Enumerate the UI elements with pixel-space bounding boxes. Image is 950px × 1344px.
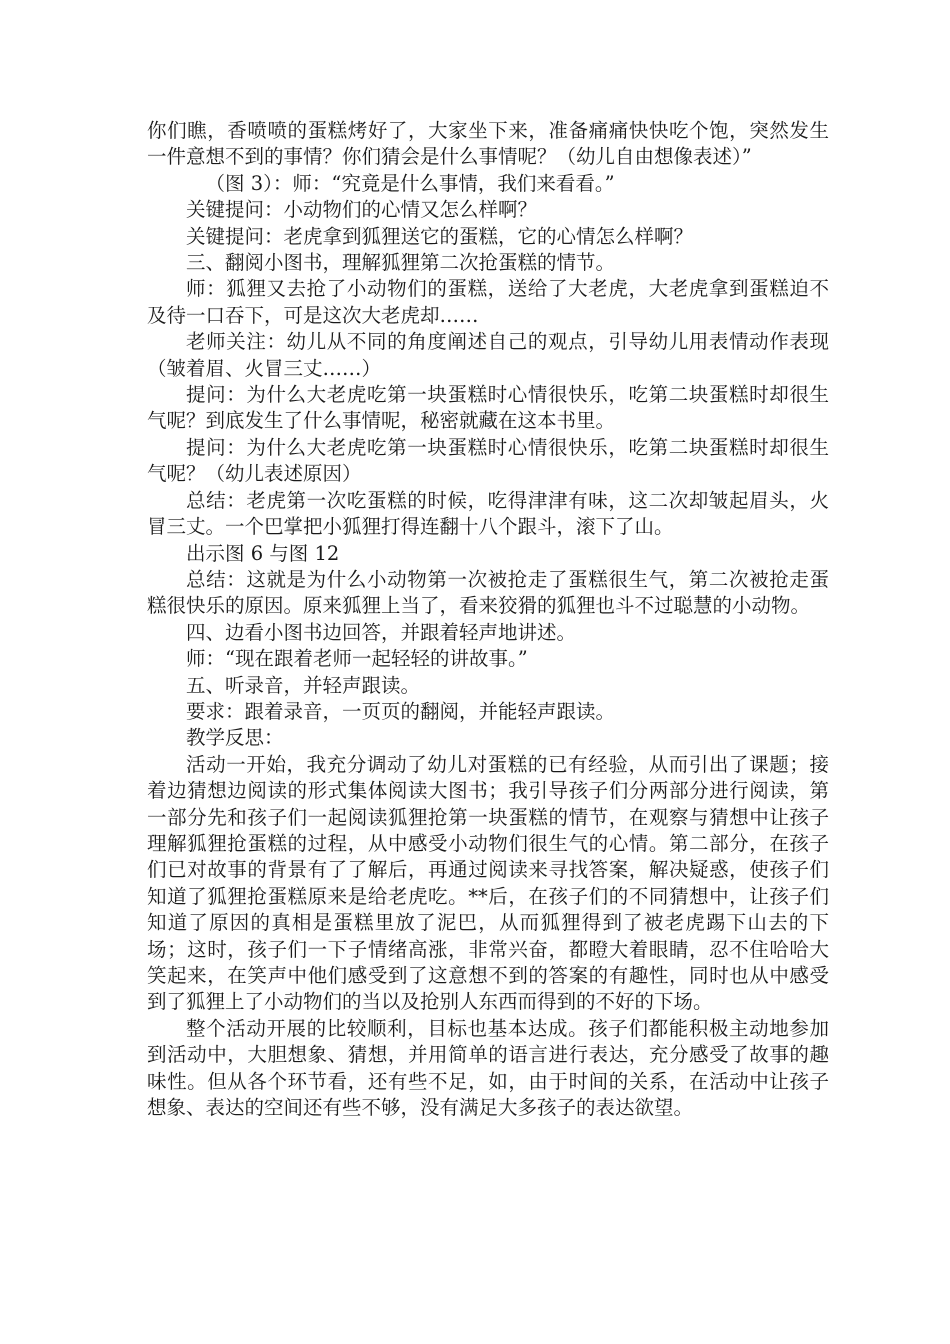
- paragraph-key-question-1: 关键提问：小动物们的心情又怎么样啊？: [186, 198, 538, 222]
- paragraph-teacher-storytelling: 师：“现在跟着老师一起轻轻的讲故事。”: [186, 647, 528, 671]
- section-heading-4: 四、边看小图书边回答，并跟着轻声地讲述。: [186, 620, 577, 644]
- paragraph-reflection-1: 活动一开始，我充分调动了幼儿对蛋糕的已有经验，从而引出了课题；接着边猜想边阅读的形式集体阅读大图书；我引导孩子们分两部分进行阅读，第一部分先和孩子们一起阅读狐狸抢第一块蛋糕的情节，在观察与猜想中让孩子理解狐狸抢蛋糕的过程，从中感受小动物们很生气的心情。第二部分，在孩子们已对故事的背景有了了解后，再通过阅读来寻找答案，解决疑惑，使孩子们知道了狐狸抢蛋糕原来是给老虎吃。**后，在孩子们的不同猜想中，让孩子们知道了原因的真相是蛋糕里放了泥巴，从而狐狸得到了被老虎踢下山去的下场；这时，孩子们一下子情绪高涨，非常兴奋，都瞪大着眼睛，忍不住哈哈大笑起来，在笑声中他们感受到了这意想不到的答案的有趣性，同时也从中感受到了狐狸上了小动物们的当以及抢别人东西而得到的不好的下场。: [147, 752, 829, 1014]
- paragraph-reflection-2: 整个活动开展的比较顺利，目标也基本达成。孩子们都能积极主动地参加到活动中，大胆想象、猜想，并用简单的语言进行表达，充分感受了故事的趣味性。但从各个环节看，还有些不足，如，由于时间的关系，在活动中让孩子想象、表达的空间还有些不够，没有满足大多孩子的表达欲望。: [147, 1016, 829, 1120]
- paragraph-question-1: 提问：为什么大老虎吃第一块蛋糕时心情很快乐，吃第二块蛋糕时却很生气呢？到底发生了什么事情呢，秘密就藏在这本书里。: [147, 383, 829, 433]
- paragraph-summary-1: 总结：老虎第一次吃蛋糕的时候，吃得津津有味，这二次却皱起眉头，火冒三丈。一个巴掌把小狐狸打得连翻十八个跟斗，滚下了山。: [147, 488, 829, 539]
- paragraph-intro-continued: 你们瞧，香喷喷的蛋糕烤好了，大家坐下来，准备痛痛快快吃个饱，突然发生一件意想不到的事情？你们猜会是什么事情呢？（幼儿自由想像表述）”: [147, 119, 829, 169]
- document-body: [147, 118, 829, 1121]
- paragraph-show-figures: 出示图 6 与图 12: [186, 541, 340, 565]
- paragraph-teacher-focus: 老师关注：幼儿从不同的角度阐述自己的观点，引导幼儿用表情动作表现（皱着眉、火冒三丈……）: [147, 330, 829, 380]
- paragraph-requirement: 要求：跟着录音，一页页的翻阅，并能轻声跟读。: [186, 699, 616, 723]
- section-heading-3: 三、翻阅小图书，理解狐狸第二次抢蛋糕的情节。: [186, 251, 616, 275]
- paragraph-summary-2: 总结：这就是为什么小动物第一次被抢走了蛋糕很生气，第二次被抢走蛋糕很快乐的原因。原来狐狸上当了，看来狡猾的狐狸也斗不过聪慧的小动物。: [147, 567, 829, 618]
- heading-teaching-reflection: 教学反思：: [186, 726, 284, 750]
- paragraph-question-2: 提问：为什么大老虎吃第一块蛋糕时心情很快乐，吃第二块蛋糕时却很生气呢？（幼儿表述原因）: [147, 435, 829, 486]
- section-heading-5: 五、听录音，并轻声跟读。: [186, 673, 421, 697]
- paragraph-figure-3: （图 3）：师：“究竟是什么事情，我们来看看。”: [205, 171, 615, 195]
- paragraph-teacher-narration: 师：狐狸又去抢了小动物们的蛋糕，送给了大老虎，大老虎拿到蛋糕迫不及待一口吞下，可是这次大老虎却……: [147, 277, 829, 327]
- paragraph-key-question-2: 关键提问：老虎拿到狐狸送它的蛋糕，它的心情怎么样啊？: [186, 224, 694, 248]
